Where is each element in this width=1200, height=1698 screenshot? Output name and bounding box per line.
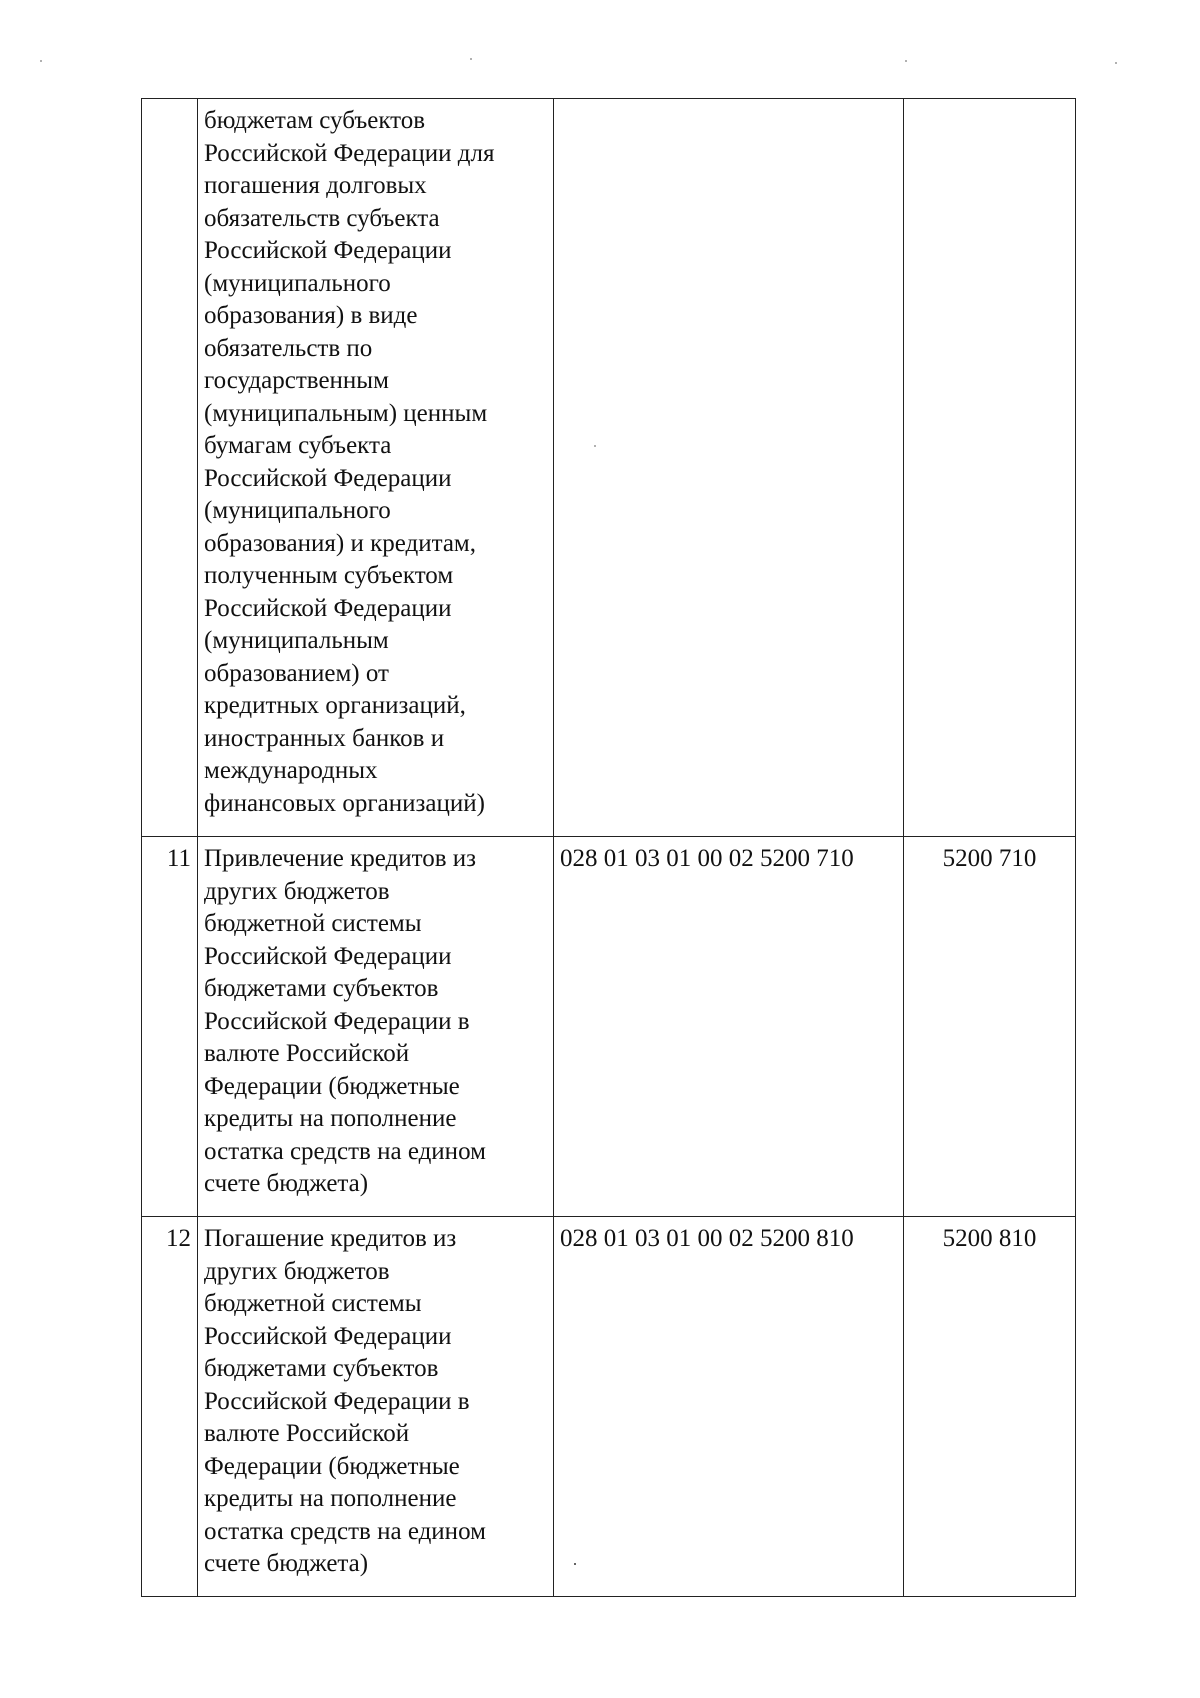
name-line: бюджетами субъектов — [204, 975, 439, 1002]
row-name-cell — [198, 1217, 554, 1597]
name-line: Российской Федерации в — [204, 1387, 470, 1415]
row-short-code-cell — [904, 99, 1076, 837]
name-line: Российской Федерации в — [204, 1007, 470, 1035]
table-row — [142, 837, 1076, 1217]
name-line: Российской Федерации — [204, 237, 452, 264]
name-line: валюте Российской — [204, 1040, 410, 1067]
name-line: Российской Федерации — [204, 464, 452, 492]
row-code-cell — [554, 99, 904, 837]
scan-speck — [1115, 62, 1117, 64]
name-line: кредиты на пополнение — [204, 1105, 457, 1132]
name-line: (муниципальным — [204, 627, 389, 654]
name-line: остатка средств на едином — [204, 1517, 486, 1545]
name-line: Привлечение кредитов из — [204, 845, 477, 872]
name-line: остатка средств на едином — [204, 1137, 486, 1165]
name-line: валюте Российской — [204, 1420, 410, 1447]
scan-speck — [470, 58, 472, 60]
name-line: полученным субъектом — [204, 562, 454, 589]
table-row — [142, 99, 1076, 837]
name-line: погашения долговых — [204, 172, 427, 199]
name-line: бумагам субъекта — [204, 432, 392, 459]
name-line: обязательств субъекта — [204, 204, 440, 232]
name-line: кредиты на пополнение — [204, 1485, 457, 1512]
row-name-cell — [198, 837, 554, 1217]
name-line: бюджетам субъектов — [204, 107, 426, 134]
name-line: кредитных организаций, — [204, 692, 466, 719]
name-line: счете бюджета) — [204, 1170, 369, 1197]
name-line: бюджетной системы — [204, 910, 422, 937]
scan-speck — [905, 60, 907, 62]
name-line: обязательств по — [204, 334, 373, 362]
row-number-cell: 11 — [142, 837, 198, 1217]
name-line: Российской Федерации — [204, 594, 452, 622]
name-line: Погашение кредитов из — [204, 1225, 457, 1252]
name-line: Федерации (бюджетные — [204, 1452, 460, 1480]
row-code-cell: 028 01 03 01 00 02 5200 810 — [554, 1217, 904, 1597]
name-line: финансовых организаций) — [204, 789, 485, 817]
name-line: образованием) от — [204, 659, 389, 687]
name-line: (муниципального — [204, 497, 391, 524]
name-line: образования) в виде — [204, 302, 418, 329]
name-line: образования) и кредитам, — [204, 529, 476, 557]
row-number-cell — [142, 99, 198, 837]
row-number-cell: 12 — [142, 1217, 198, 1597]
table-row — [142, 1217, 1076, 1597]
name-line: (муниципальным) ценным — [204, 399, 488, 427]
name-line: государственным — [204, 367, 389, 394]
scan-speck — [40, 60, 42, 62]
name-line: иностранных банков и — [204, 724, 445, 752]
name-line: (муниципального — [204, 269, 391, 297]
row-short-code-cell: 5200 710 — [904, 837, 1076, 1217]
name-line: других бюджетов — [204, 877, 390, 905]
name-line: других бюджетов — [204, 1257, 390, 1285]
budget-codes-table — [141, 98, 1076, 1597]
row-name-cell — [198, 99, 554, 837]
name-line: бюджетами субъектов — [204, 1355, 439, 1382]
name-line: Российской Федерации для — [204, 139, 495, 167]
name-line: Федерации (бюджетные — [204, 1072, 460, 1100]
name-line: международных — [204, 757, 378, 784]
row-code-cell: 028 01 03 01 00 02 5200 710 — [554, 837, 904, 1217]
row-short-code-cell: 5200 810 — [904, 1217, 1076, 1597]
name-line: бюджетной системы — [204, 1290, 422, 1317]
name-line: Российской Федерации — [204, 1322, 452, 1350]
name-line: счете бюджета) — [204, 1550, 369, 1577]
name-line: Российской Федерации — [204, 942, 452, 970]
